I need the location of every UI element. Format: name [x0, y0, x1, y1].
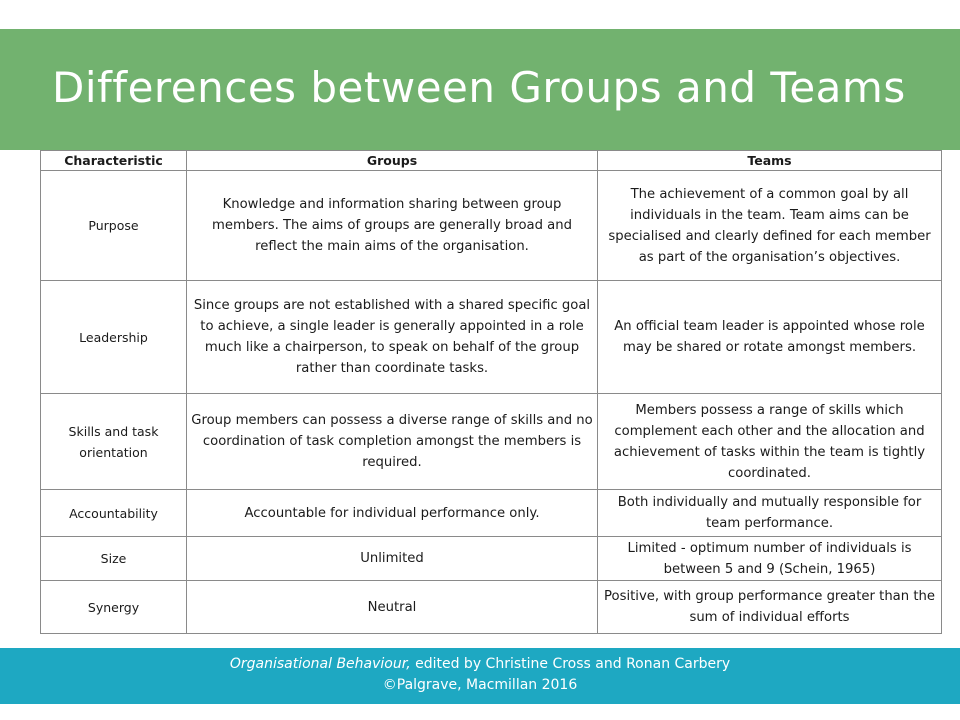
editors-text: edited by Christine Cross and Ronan Carbery — [410, 656, 731, 672]
table-row — [41, 537, 942, 581]
groups-cell: Since groups are not established with a shared specific goal to achieve, a single leader is generally appointed in a role much like a chairperson, to speak on behalf of the group rather than coordinate tasks. — [187, 281, 598, 394]
table-row — [41, 581, 942, 634]
teams-cell: Positive, with group performance greater than the sum of individual efforts — [598, 581, 942, 634]
characteristic-cell: Synergy — [41, 581, 187, 634]
teams-cell: An official team leader is appointed whose role may be shared or rotate amongst members. — [598, 281, 942, 394]
comparison-table — [40, 150, 942, 634]
characteristic-cell: Size — [41, 537, 187, 581]
table-header-row — [41, 151, 942, 171]
footer-band — [0, 648, 960, 704]
column-header-groups: Groups — [187, 151, 598, 171]
characteristic-cell: Purpose — [41, 171, 187, 281]
groups-cell: Knowledge and information sharing between group members. The aims of groups are generally broad and reflect the main aims of the organisation. — [187, 171, 598, 281]
citation-line — [0, 654, 960, 675]
groups-cell: Group members can possess a diverse range of skills and no coordination of task completion amongst the members is required. — [187, 394, 598, 490]
teams-cell: Limited - optimum number of individuals is between 5 and 9 (Schein, 1965) — [598, 537, 942, 581]
table-row — [41, 281, 942, 394]
teams-cell: Both individually and mutually responsible for team performance. — [598, 490, 942, 537]
table-row — [41, 490, 942, 537]
characteristic-cell: Leadership — [41, 281, 187, 394]
column-header-teams: Teams — [598, 151, 942, 171]
teams-cell: Members possess a range of skills which complement each other and the allocation and achievement of tasks within the team is tightly coordinated. — [598, 394, 942, 490]
groups-cell: Accountable for individual performance only. — [187, 490, 598, 537]
table-row — [41, 394, 942, 490]
slide-title: Differences between Groups and Teams — [52, 63, 906, 112]
teams-cell: The achievement of a common goal by all individuals in the team. Team aims can be specialised and clearly defined for each member as part of the organisation’s objectives. — [598, 171, 942, 281]
table-row — [41, 171, 942, 281]
copyright-line: ©Palgrave, Macmillan 2016 — [382, 677, 578, 693]
book-title: Organisational Behaviour, — [229, 656, 411, 672]
characteristic-cell: Accountability — [41, 490, 187, 537]
column-header-characteristic: Characteristic — [41, 151, 187, 171]
characteristic-cell: Skills and task orientation — [41, 394, 187, 490]
groups-cell: Unlimited — [187, 537, 598, 581]
groups-cell: Neutral — [187, 581, 598, 634]
